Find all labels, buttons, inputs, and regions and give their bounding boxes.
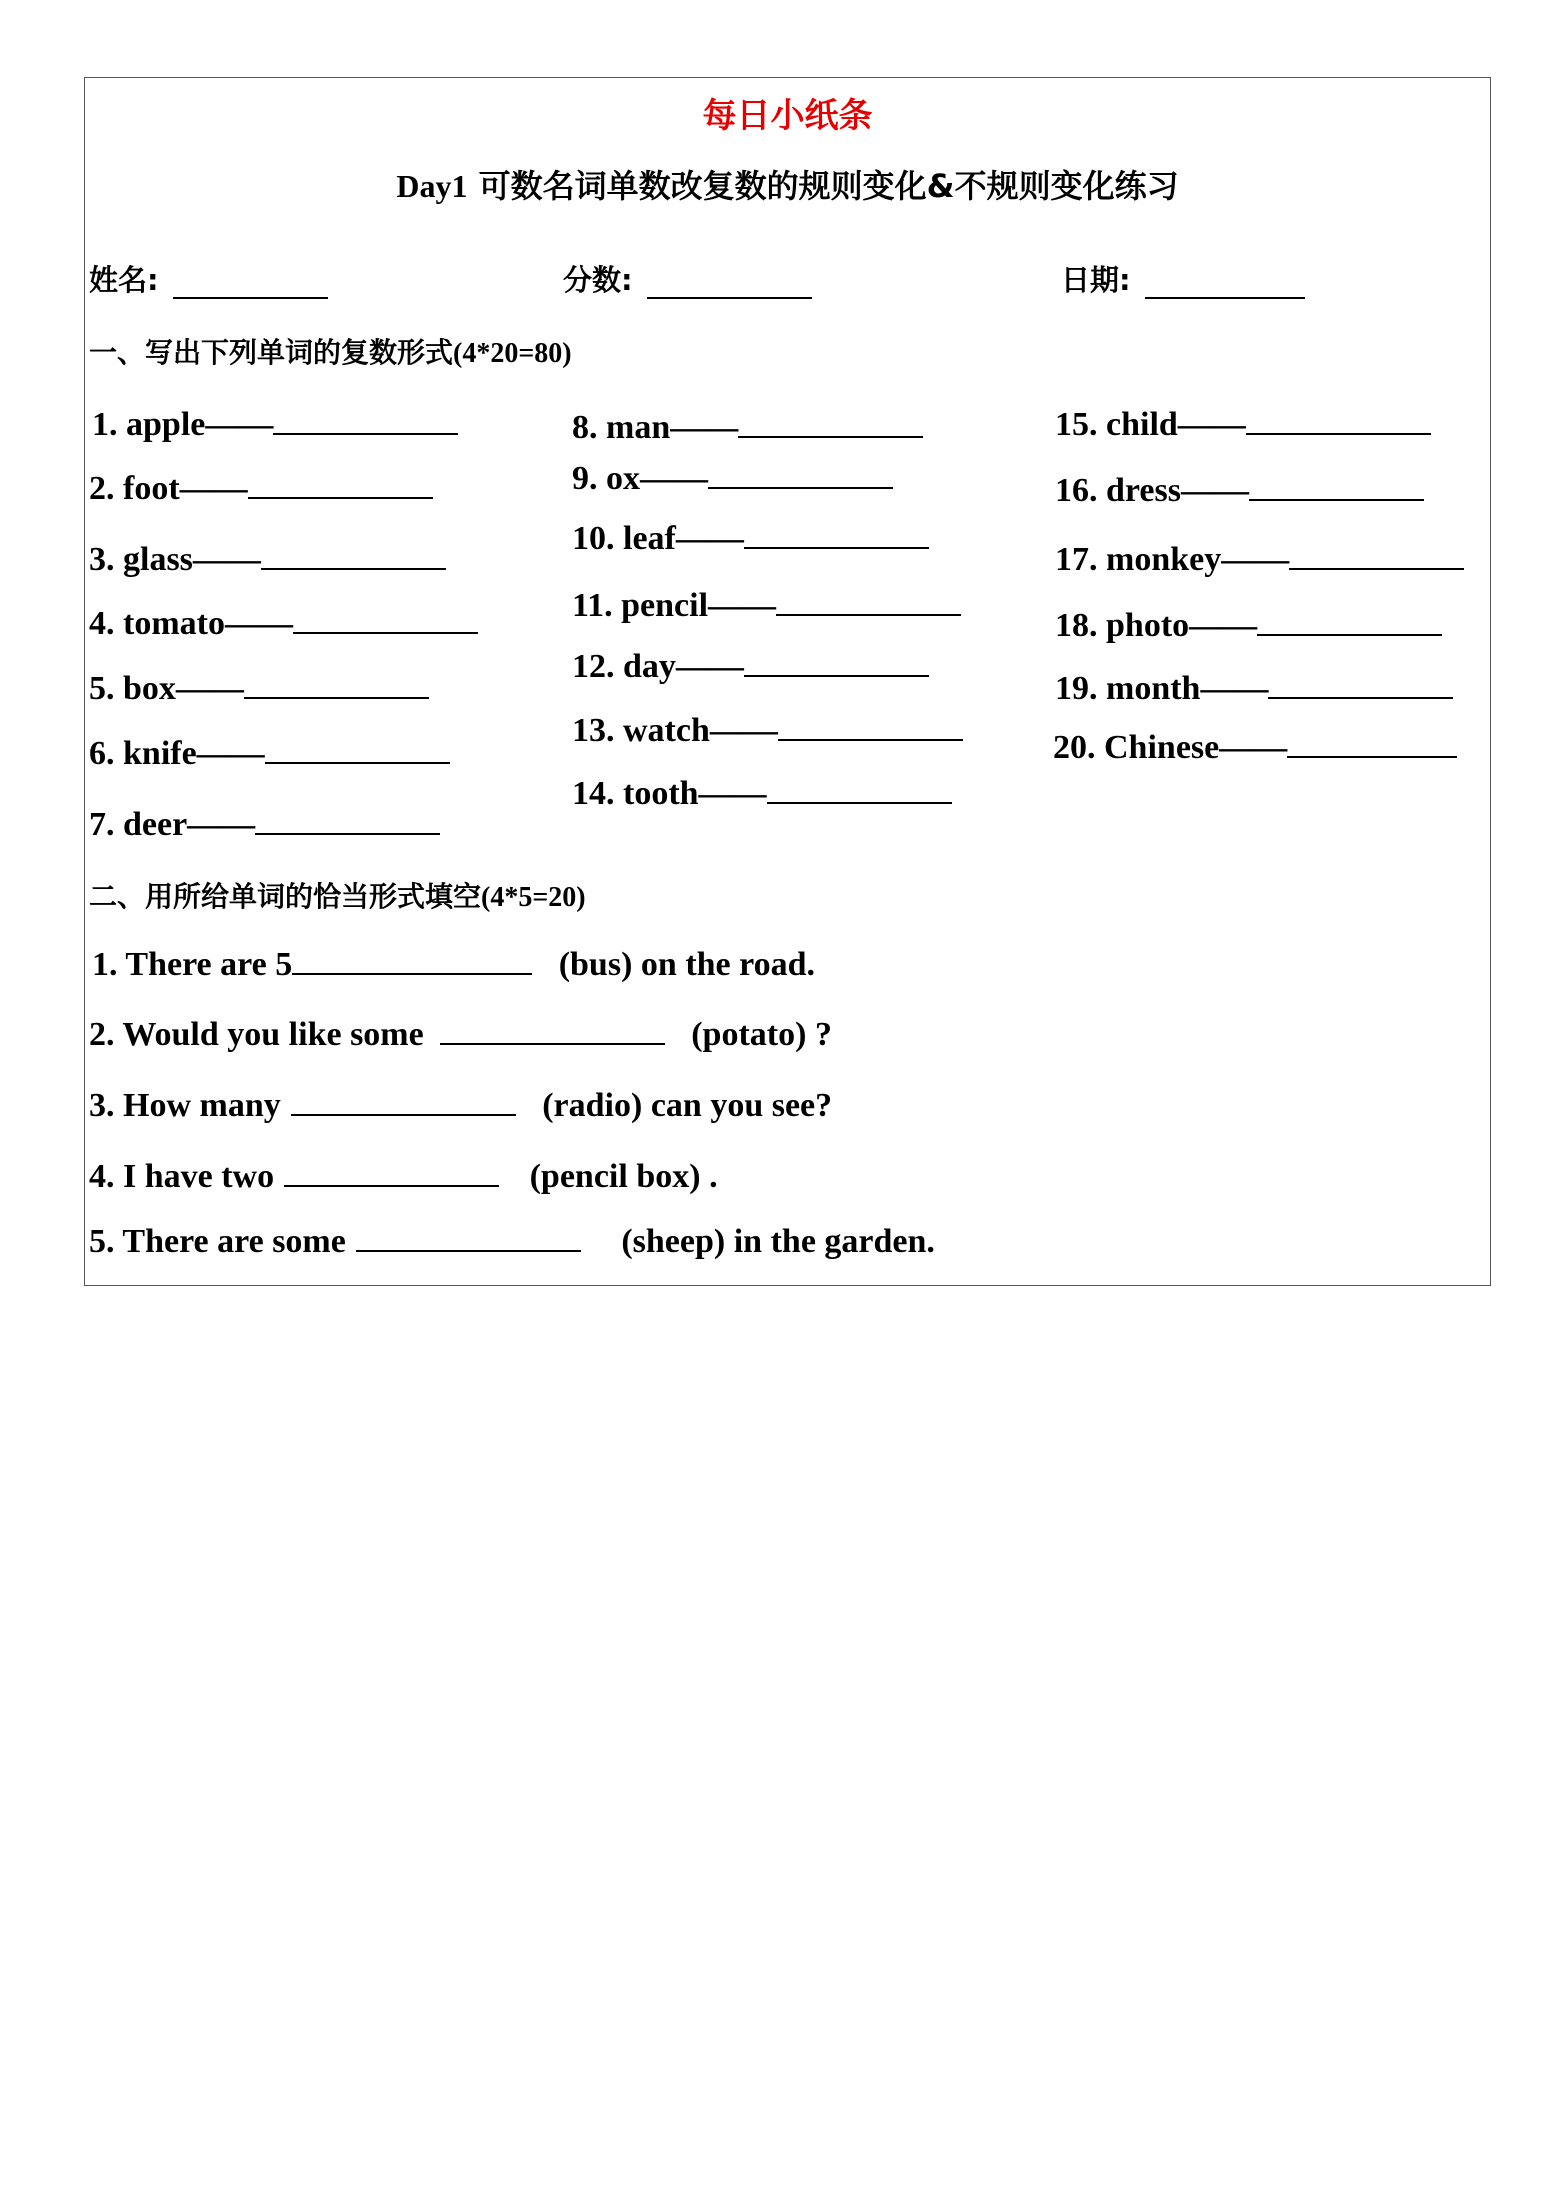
- answer-blank[interactable]: [292, 945, 532, 975]
- word-prompt: 5. box——: [89, 670, 244, 707]
- answer-blank[interactable]: [1287, 728, 1457, 758]
- word-prompt: 15. child——: [1055, 406, 1246, 443]
- word-prompt: 4. tomato——: [89, 605, 293, 642]
- name-label: 姓名:: [89, 263, 159, 297]
- word-item: [572, 408, 923, 447]
- answer-blank[interactable]: [708, 459, 893, 489]
- answer-blank[interactable]: [265, 734, 450, 764]
- fill-item: [89, 1157, 718, 1196]
- fill-prompt: 5. There are some: [89, 1223, 346, 1260]
- fill-suffix: on the road.: [640, 946, 816, 983]
- fill-item: [92, 945, 815, 984]
- section2-heading: [89, 875, 586, 915]
- word-prompt: 18. photo——: [1055, 607, 1258, 644]
- answer-blank[interactable]: [738, 408, 923, 438]
- answer-blank[interactable]: [1249, 471, 1424, 501]
- word-item: [572, 774, 952, 813]
- word-prompt: 19. month——: [1055, 670, 1269, 707]
- word-prompt: 3. glass——: [89, 541, 261, 578]
- word-prompt: 20. Chinese——: [1053, 729, 1288, 766]
- score-field: [563, 258, 812, 299]
- word-prompt: 16. dress——: [1055, 472, 1249, 509]
- word-prompt: 2. foot——: [89, 470, 248, 507]
- fill-prompt: 3. How many: [89, 1087, 281, 1124]
- word-item: [1053, 728, 1457, 767]
- word-item: [572, 459, 893, 498]
- section2-heading-text: 二、用所给单词的恰当形式填空: [89, 880, 482, 913]
- word-prompt: 11. pencil——: [572, 587, 777, 624]
- fill-item: [89, 1222, 935, 1261]
- word-prompt: 1. apple——: [92, 406, 274, 443]
- fill-hint: (bus): [558, 946, 633, 983]
- word-item: [1055, 606, 1442, 645]
- subtitle-day: Day1: [396, 168, 468, 204]
- fill-prompt: 2. Would you like some: [89, 1016, 424, 1053]
- fill-suffix: ?: [814, 1016, 832, 1053]
- worksheet: [84, 77, 1491, 1286]
- score-blank[interactable]: [647, 269, 812, 299]
- fill-prompt: 4. I have two: [89, 1158, 275, 1195]
- section1-score: (4*20=80): [453, 338, 572, 369]
- answer-blank[interactable]: [273, 405, 458, 435]
- word-item: [1055, 471, 1424, 510]
- word-prompt: 7. deer——: [89, 806, 256, 843]
- fill-hint: (pencil box): [529, 1158, 701, 1195]
- answer-blank[interactable]: [1246, 405, 1431, 435]
- answer-blank[interactable]: [284, 1157, 499, 1187]
- answer-blank[interactable]: [255, 805, 440, 835]
- date-field: [1061, 258, 1305, 299]
- subtitle-text: 可数名词单数改复数的规则变化&不规则变化练习: [478, 167, 1179, 205]
- word-item: [572, 711, 963, 750]
- word-prompt: 17. monkey——: [1055, 541, 1290, 578]
- word-item: [572, 519, 929, 558]
- answer-blank[interactable]: [744, 647, 929, 677]
- word-prompt: 12. day——: [572, 648, 744, 685]
- word-item: [572, 647, 929, 686]
- word-item: [1055, 540, 1464, 579]
- answer-blank[interactable]: [1268, 669, 1453, 699]
- answer-blank[interactable]: [776, 586, 961, 616]
- word-prompt: 6. knife——: [89, 735, 265, 772]
- word-item: [1055, 669, 1453, 708]
- fill-suffix: in the garden.: [733, 1223, 935, 1260]
- word-prompt: 9. ox——: [572, 460, 708, 497]
- answer-blank[interactable]: [356, 1222, 581, 1252]
- section1-heading: [89, 331, 572, 371]
- answer-blank[interactable]: [261, 540, 446, 570]
- answer-blank[interactable]: [1257, 606, 1442, 636]
- section1-heading-text: 一、写出下列单词的复数形式: [89, 336, 454, 369]
- word-item: [1055, 405, 1431, 444]
- fill-hint: (sheep): [621, 1223, 726, 1260]
- answer-blank[interactable]: [767, 774, 952, 804]
- name-field: [89, 258, 328, 299]
- word-item: [92, 405, 458, 444]
- fill-item: [89, 1086, 832, 1125]
- answer-blank[interactable]: [778, 711, 963, 741]
- section2-score: (4*5=20): [481, 882, 586, 913]
- answer-blank[interactable]: [744, 519, 929, 549]
- answer-blank[interactable]: [440, 1015, 665, 1045]
- worksheet-title: 每日小纸条: [702, 96, 873, 136]
- fill-hint: (potato): [691, 1016, 807, 1053]
- word-item: [89, 604, 478, 643]
- date-label: 日期:: [1061, 263, 1131, 297]
- word-item: [89, 469, 433, 508]
- worksheet-subtitle: [85, 161, 1490, 207]
- word-item: [89, 734, 450, 773]
- word-prompt: 10. leaf——: [572, 520, 744, 557]
- answer-blank[interactable]: [291, 1086, 516, 1116]
- word-item: [572, 586, 961, 625]
- answer-blank[interactable]: [244, 669, 429, 699]
- word-item: [89, 805, 440, 844]
- word-prompt: 13. watch——: [572, 712, 778, 749]
- date-blank[interactable]: [1145, 269, 1305, 299]
- fill-suffix: can you see?: [650, 1087, 833, 1124]
- word-item: [89, 540, 446, 579]
- fill-prompt: 1. There are 5: [92, 946, 293, 983]
- fill-item: [89, 1015, 832, 1054]
- score-label: 分数:: [563, 263, 633, 297]
- fill-suffix: .: [709, 1158, 718, 1195]
- answer-blank[interactable]: [1289, 540, 1464, 570]
- name-blank[interactable]: [173, 269, 328, 299]
- answer-blank[interactable]: [293, 604, 478, 634]
- word-prompt: 8. man——: [572, 409, 739, 446]
- word-item: [89, 669, 429, 708]
- answer-blank[interactable]: [248, 469, 433, 499]
- fill-hint: (radio): [542, 1087, 643, 1124]
- word-prompt: 14. tooth——: [572, 775, 767, 812]
